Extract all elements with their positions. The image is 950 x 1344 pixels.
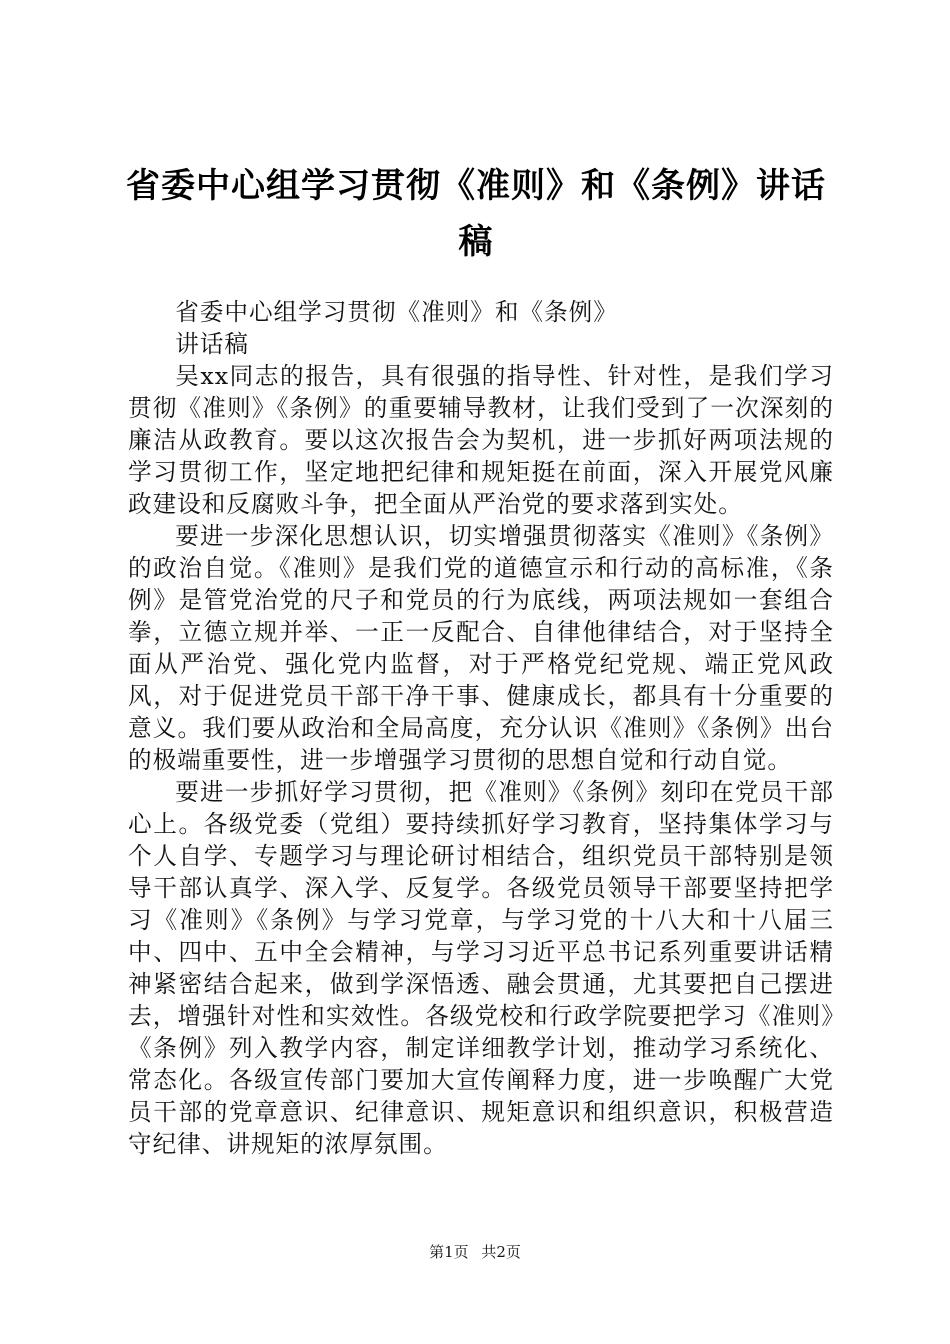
- paragraph: 吴xx同志的报告，具有很强的指导性、针对性，是我们学习贯彻《准则》《条例》的重要辅导教材，让我们受到了一次深刻的廉洁从政教育。要以这次报告会为契机，进一步抓好两项法规的学习贯彻工作，坚定地把纪律和规矩挺在前面，深入开展党风廉政建设和反腐败斗争，把全面从严治党的要求落到实处。: [128, 362, 834, 518]
- paragraph: 省委中心组学习贯彻《准则》和《条例》: [175, 298, 618, 326]
- document-body: [128, 296, 834, 1160]
- page-total: 共2页: [481, 1243, 521, 1261]
- paragraph: 要进一步抓好学习贯彻，把《准则》《条例》刻印在党员干部心上。各级党委（党组）要持续抓好学习教育，坚持集体学习与个人自学、专题学习与理论研讨相结合，组织党员干部特别是领导干部认真学、深入学、反复学。各级党员领导干部要坚持把学习《准则》《条例》与学习党章，与学习党的十八大和十八届三中、四中、五中全会精神，与学习习近平总书记系列重要讲话精神紧密结合起来，做到学深悟透、融会贯通，尤其要把自己摆进去，增强针对性和实效性。各级党校和行政学院要把学习《准则》《条例》列入教学内容，制定详细教学计划，推动学习系统化、常态化。各级宣传部门要加大宣传阐释力度，进一步唤醒广大党员干部的党章意识、纪律意识、规矩意识和组织意识，积极营造守纪律、讲规矩的浓厚氛围。: [128, 778, 834, 1158]
- paragraph: 讲话稿: [175, 330, 249, 358]
- document-title: 省委中心组学习贯彻《准则》和《条例》讲话稿: [126, 166, 826, 262]
- page-footer: [0, 1242, 950, 1262]
- paragraph: 要进一步深化思想认识，切实增强贯彻落实《准则》《条例》的政治自觉。《准则》是我们党的道德宣示和行动的高标准，《条例》是管党治党的尺子和党员的行为底线，两项法规如一套组合拳，立德立规并举、一正一反配合、自律他律结合，对于坚持全面从严治党、强化党内监督，对于严格党纪党规、端正党风政风，对于促进党员干部干净干事、健康成长，都具有十分重要的意义。我们要从政治和全局高度，充分认识《准则》《条例》出台的极端重要性，进一步增强学习贯彻的思想自觉和行动自觉。: [128, 522, 834, 774]
- page-number: 第1页: [429, 1243, 469, 1261]
